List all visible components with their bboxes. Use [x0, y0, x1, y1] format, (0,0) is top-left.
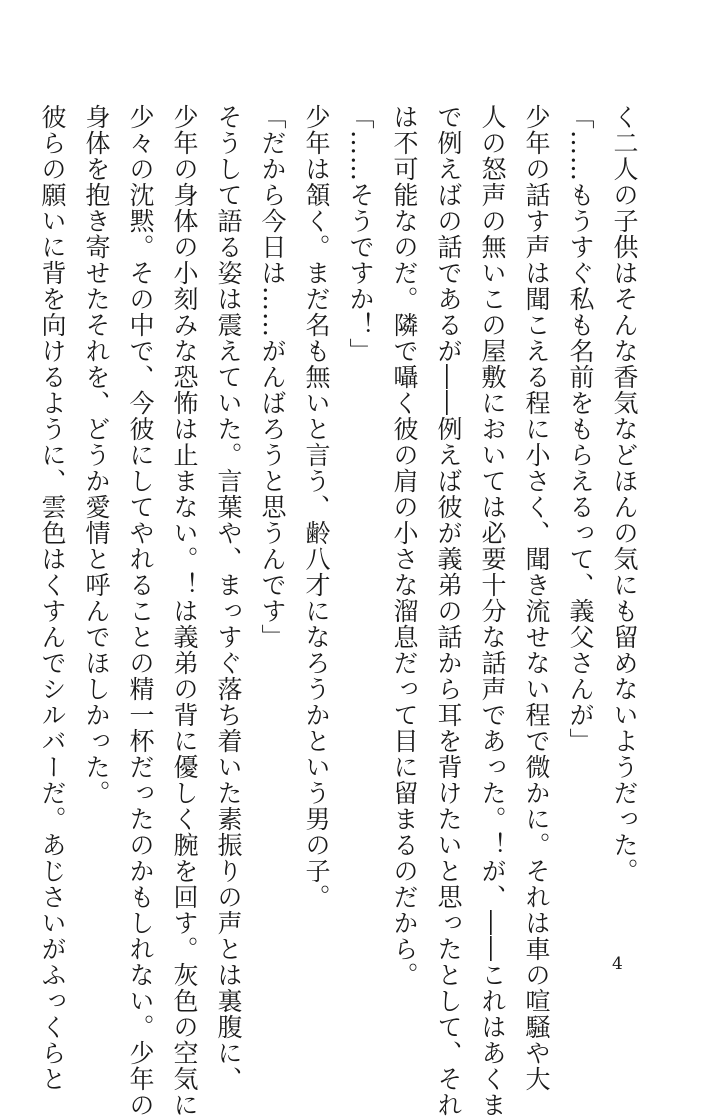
text-column-14: 彼らの願いに背を向けるように、雲色はくすんでシルバーだ。あじさいがふっくらと: [38, 104, 67, 1092]
text-column-11: 少年の身体の小刻みな恐怖は止まない。！は義弟の背に優しく腕を回す。灰色の空気に: [170, 104, 199, 1118]
text-column-6: は不可能なのだ。隣で囁く彼の肩の小さな溜息だって目に留まるのだから。: [390, 104, 419, 988]
text-column-4: 人の怒声の無いこの屋敷においては必要十分な話声であった。！が、――これはあくま: [478, 104, 507, 1118]
page-number: 4: [612, 954, 623, 974]
text-column-9: 「だから今日は……がんばろうと思うんです」: [258, 104, 287, 650]
text-column-12: 少々の沈黙。その中で、今彼にしてやれることの精一杯だったのかもしれない。少年の: [126, 104, 155, 1118]
text-column-8: 少年は頷く。まだ名も無いと言う、齢八才になろうかという男の子。: [302, 104, 331, 910]
text-column-7: 「……そうですか！」: [346, 104, 375, 364]
text-column-13: 身体を抱き寄せたそれを、どうか愛情と呼んでほしかった。: [82, 104, 111, 806]
text-column-1: く二人の子供はそんな香気などほんの気にも留めないようだった。: [610, 104, 639, 884]
text-column-5: で例えばの話であるが――例えば彼が義弟の話から耳を背けたいと思ったとして、それ: [434, 104, 463, 1118]
text-column-10: そうして語る姿は震えていた。言葉や、まっすぐ落ち着いた素振りの声とは裏腹に、: [214, 104, 243, 1092]
text-column-3: 少年の話す声は聞こえる程に小さく、聞き流せない程で微かに。それは車の喧騒や大: [522, 104, 551, 1092]
text-column-2: 「……もうすぐ私も名前をもらえるって、義父さんが」: [566, 104, 595, 754]
